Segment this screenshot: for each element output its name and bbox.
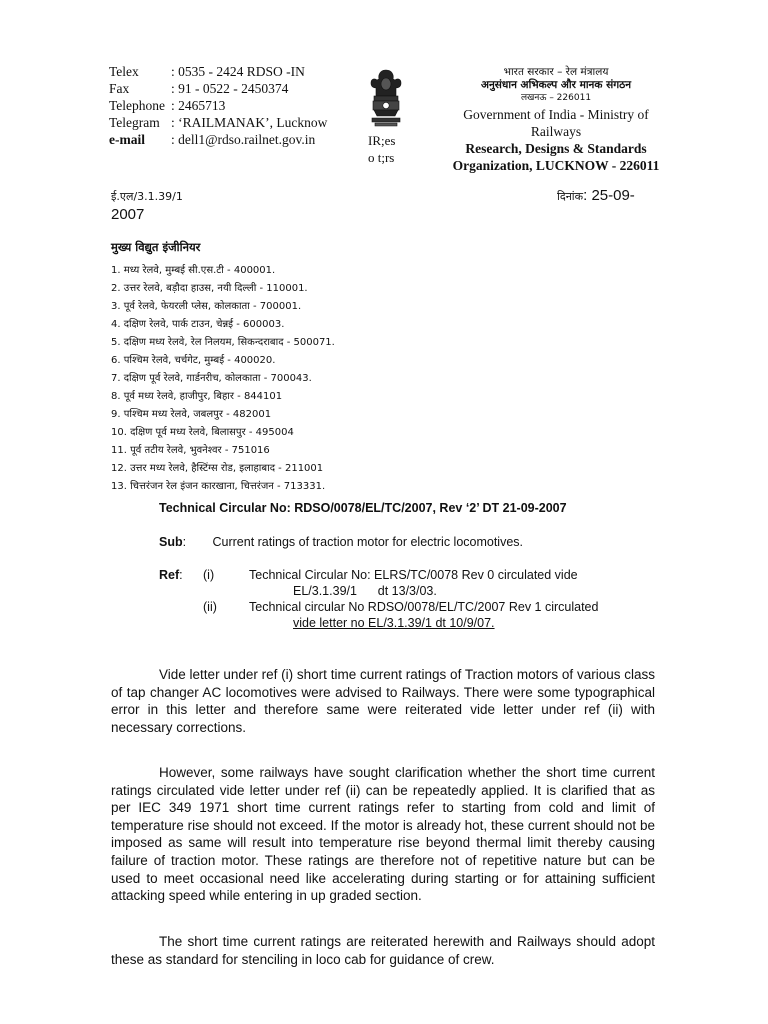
body-paragraph-3: The short time current ratings are reiterated herewith and Railways should adopt these as standard for stenciling in loco cab for guidance of crew.	[111, 934, 655, 967]
email-value: : dell1@rdso.railnet.gov.in	[171, 132, 316, 147]
ref-item-line1: Technical Circular No: ELRS/TC/0078 Rev 0 circulated vide	[249, 568, 578, 582]
ref-item-line1: Technical circular No RDSO/0078/EL/TC/2007 Rev 1 circulated	[249, 600, 599, 614]
subject-line	[159, 535, 523, 549]
telex-value: : 0535 - 2424 RDSO -IN	[171, 64, 305, 79]
org-hindi-line2: अनुसंधान अभिकल्प और मानक संगठन	[480, 79, 632, 91]
addressee-item: 8. पूर्व मध्य रेलवे, हाजीपुर, बिहार - 844101	[111, 391, 283, 402]
contact-block	[109, 63, 327, 148]
letter-date: दिनांक: 25-09-	[557, 187, 635, 204]
telephone-row	[109, 97, 327, 114]
subject-text: Current ratings of traction motor for electric locomotives.	[212, 535, 524, 549]
fax-value: : 91 - 0522 - 2450374	[171, 81, 289, 96]
addressee-item: 3. पूर्व रेलवे, फेयरली प्लेस, कोलकाता - 700001.	[111, 301, 302, 312]
org-line4: Organization, LUCKNOW - 226011	[452, 158, 660, 173]
reference-year: 2007	[111, 206, 145, 223]
addressee-item: 5. दक्षिण मध्य रेलवे, रेल निलयम, सिकन्दराबाद - 500071.	[111, 337, 335, 348]
telegram-row	[109, 114, 327, 131]
addressee-item: 4. दक्षिण रेलवे, पार्क टाउन, चेन्नई - 600003.	[111, 319, 285, 330]
addressee-list	[111, 262, 335, 496]
org-line2: Railways	[530, 124, 582, 139]
ref-item-line2: EL/3.1.39/1 dt 13/3/03.	[293, 584, 437, 598]
email-label: e-mail	[109, 132, 145, 147]
telephone-value: : 2465713	[171, 98, 226, 113]
addressee-item: 6. पश्चिम रेलवे, चर्चगेट, मुम्बई - 400020.	[111, 355, 276, 366]
email-row	[109, 131, 327, 148]
body-paragraph-2: However, some railways have sought clarification whether the short time current ratings circulated vide letter under ref (ii) can be repeatedly applied. It is clarified that as per IEC 349 1971 short time current ratings refer to starting from cold and limit of temperature rise should not exceed. If the motor is already hot, these current should not be imposed as same will result into temperature rise beyond thermal limit thereby causing failure of traction motor. These ratings are therefore not of repetitive nature but can be used to meet occasional need like accelerating during starting or for attaining sufficient attacking speed while entering in up graded section.	[111, 765, 655, 904]
telex-row	[109, 63, 327, 80]
fax-label: Fax	[109, 81, 130, 96]
reference-number: ई.एल/3.1.39/1	[111, 190, 183, 203]
ref-item-number: (i)	[203, 568, 215, 582]
subject-label: Sub:	[159, 535, 187, 549]
org-hindi-line1: भारत सरकार – रेल मंत्रालय	[503, 66, 609, 78]
addressee-item: 12. उत्तर मध्य रेलवे, हैस्टिंग्स रोड, इलाहाबाद - 211001	[111, 463, 324, 474]
addressee-item: 1. मध्य रेलवे, मुम्बई सी.एस.टी - 400001.	[111, 265, 276, 276]
org-line1: Government of India - Ministry of	[463, 107, 649, 122]
ref-item-line2: vide letter no EL/3.1.39/1 dt 10/9/07.	[293, 616, 495, 630]
org-line3: Research, Designs & Standards	[465, 141, 647, 156]
addressee-title: मुख्य विद्युत इंजीनियर	[111, 240, 201, 254]
organization-header	[432, 66, 680, 174]
telegram-label: Telegram	[109, 115, 160, 130]
addressee-item: 2. उत्तर रेलवे, बड़ौदा हाउस, नयी दिल्ली - 110001.	[111, 283, 308, 294]
emblem-caption	[368, 132, 395, 166]
state-emblem-icon	[364, 66, 408, 130]
circular-heading: Technical Circular No: RDSO/0078/EL/TC/2007, Rev ‘2’ DT 21-09-2007	[159, 501, 567, 515]
ref-item-text	[249, 567, 649, 599]
ref-item-text	[249, 599, 649, 631]
addressee-item: 13. चित्तरंजन रेल इंजन कारखाना, चित्तरंजन - 713331.	[111, 481, 326, 492]
ref-item-number: (ii)	[203, 600, 217, 614]
emblem-caption-line1: IR;es	[368, 133, 396, 148]
date-value: 25-09-	[591, 187, 635, 204]
fax-row	[109, 80, 327, 97]
date-label: दिनांक	[557, 190, 584, 203]
org-hindi-line3: लखनऊ – 226011	[520, 93, 592, 103]
ref-label: Ref:	[159, 568, 183, 582]
emblem-caption-line2: o t;rs	[368, 150, 395, 165]
body-paragraph-1: Vide letter under ref (i) short time current ratings of Traction motors of various class of tap changer AC locomotives were advised to Railways. There were some typographical error in this letter and therefore same were reiterated vide letter under ref (ii) with necessary corrections.	[111, 667, 655, 735]
telephone-label: Telephone	[109, 98, 166, 113]
addressee-item: 7. दक्षिण पूर्व रेलवे, गार्डनरीच, कोलकाता - 700043.	[111, 373, 312, 384]
addressee-item: 10. दक्षिण पूर्व मध्य रेलवे, बिलासपुर - 495004	[111, 427, 294, 438]
telegram-value: : ‘RAILMANAK’, Lucknow	[171, 115, 328, 130]
addressee-item: 11. पूर्व तटीय रेलवे, भुवनेश्वर - 751016	[111, 445, 270, 456]
addressee-item: 9. पश्चिम मध्य रेलवे, जबलपुर - 482001	[111, 409, 272, 420]
telex-label: Telex	[109, 64, 139, 79]
